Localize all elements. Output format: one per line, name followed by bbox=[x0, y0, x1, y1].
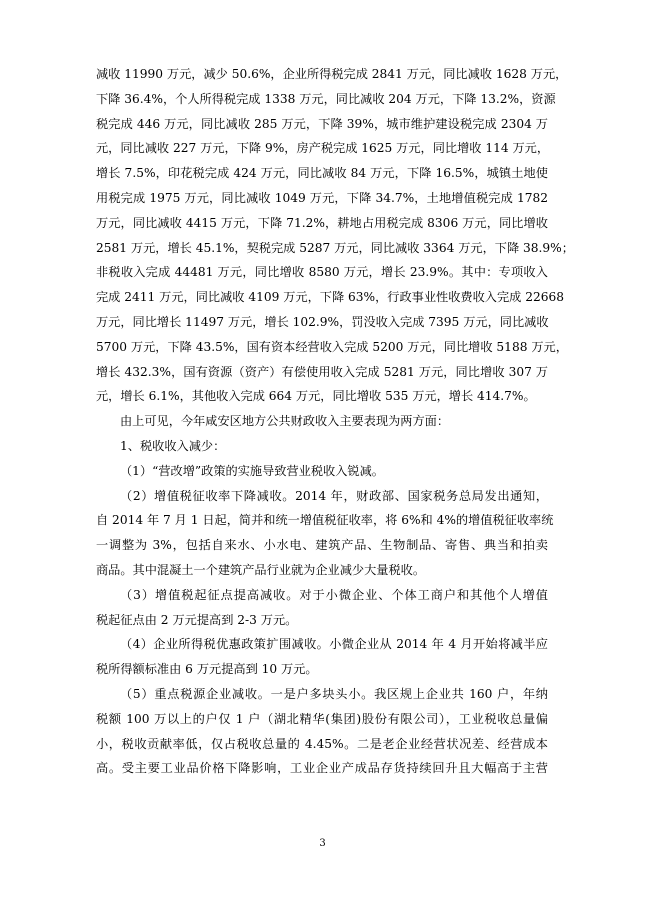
text-line: 减收 11990 万元，减少 50.6%，企业所得税完成 2841 万元，同比减收 1628 万元， bbox=[96, 67, 568, 81]
text-line: 小，税收贡献率低，仅占税收总量的 4.45%。二是老企业经营状况差、经营成本 bbox=[96, 736, 548, 751]
text-line: 自 2014 年 7 月 1 日起，简并和统一增值税征收率，将 6%和 4%的增值税征收率统 bbox=[96, 513, 554, 528]
text-line: 元，增长 6.1%，其他收入完成 664 万元，同比增收 535 万元，增长 414.7%。 bbox=[96, 389, 536, 404]
text-line: 完成 2411 万元，同比减收 4109 万元，下降 63%，行政事业性收费收入完成 22668 bbox=[96, 290, 565, 305]
text-line: 税所得额标准由 6 万元提高到 10 万元。 bbox=[96, 662, 318, 677]
text-line: 万元，同比增长 11497 万元，增长 102.9%，罚没收入完成 7395 万元，同比减收 bbox=[96, 314, 549, 329]
text-line: 商品。其中混凝土一个建筑产品行业就为企业减少大量税收。 bbox=[96, 562, 426, 577]
text-line: 5700 万元，下降 43.5%，国有资本经营收入完成 5200 万元，同比增收 5188 万元， bbox=[96, 339, 568, 354]
text-line: 一调整为 3%，包括自来水、小水电、建筑产品、生物制品、寄售、典当和拍卖 bbox=[96, 538, 548, 553]
text-line: 万元，同比减收 4415 万元，下降 71.2%，耕地占用税完成 8306 万元，同比增收 bbox=[96, 215, 548, 230]
text-line: （5）重点税源企业减收。一是户多块头小。我区规上企业共 160 户，年纳 bbox=[120, 686, 548, 701]
text-line: 用税完成 1975 万元，同比减收 1049 万元，下降 34.7%，土地增值税完成 1782 bbox=[96, 190, 548, 205]
text-line: 增长 7.5%，印花税完成 424 万元，同比减收 84 万元，下降 16.5%，城镇土地使 bbox=[96, 166, 548, 181]
text-line: 高。受主要工业品价格下降影响，工业企业产成品存货持续回升且大幅高于主营 bbox=[96, 761, 548, 776]
body-text bbox=[96, 62, 574, 781]
text-line: 税起征点由 2 万元提高到 2-3 万元。 bbox=[96, 612, 298, 627]
text-line: 税额 100 万以上的户仅 1 户（湖北精华(集团)股份有限公司），工业税收总量偏 bbox=[96, 711, 548, 726]
text-line: （1）“营改增”政策的实施导致营业税收入锐减。 bbox=[120, 463, 384, 478]
text-line: 由上可见，今年咸安区地方公共财政收入主要表现为两方面： bbox=[120, 414, 450, 429]
text-line: 增长 432.3%，国有资源（资产）有偿使用收入完成 5281 万元，同比增收 307 万 bbox=[96, 364, 548, 379]
text-line: 非税收入完成 44481 万元，同比增收 8580 万元，增长 23.9%。其中：专项收入 bbox=[96, 265, 548, 280]
text-line: 1、税收收入减少： bbox=[120, 438, 226, 453]
page-number: 3 bbox=[319, 838, 326, 849]
text-line: 税完成 446 万元，同比减收 285 万元，下降 39%，城市维护建设税完成 2304 万 bbox=[96, 116, 548, 131]
text-line: 元，同比减收 227 万元，下降 9%，房产税完成 1625 万元，同比增收 114 万元， bbox=[96, 141, 550, 156]
text-line: （4）企业所得税优惠政策扩围减收。小微企业从 2014 年 4 月开始将减半应 bbox=[120, 637, 548, 652]
text-line: 下降 36.4%，个人所得税完成 1338 万元，同比减收 204 万元，下降 13.2%，资源 bbox=[96, 91, 556, 106]
text-line: （2）增值税征收率下降减收。2014 年，财政部、国家税务总局发出通知， bbox=[120, 488, 548, 503]
text-line: 2581 万元，增长 45.1%，契税完成 5287 万元，同比减收 3364 万元，下降 38.9%； bbox=[96, 240, 574, 255]
text-line: （3）增值税起征点提高减收。对于小微企业、个体工商户和其他个人增值 bbox=[120, 587, 548, 602]
